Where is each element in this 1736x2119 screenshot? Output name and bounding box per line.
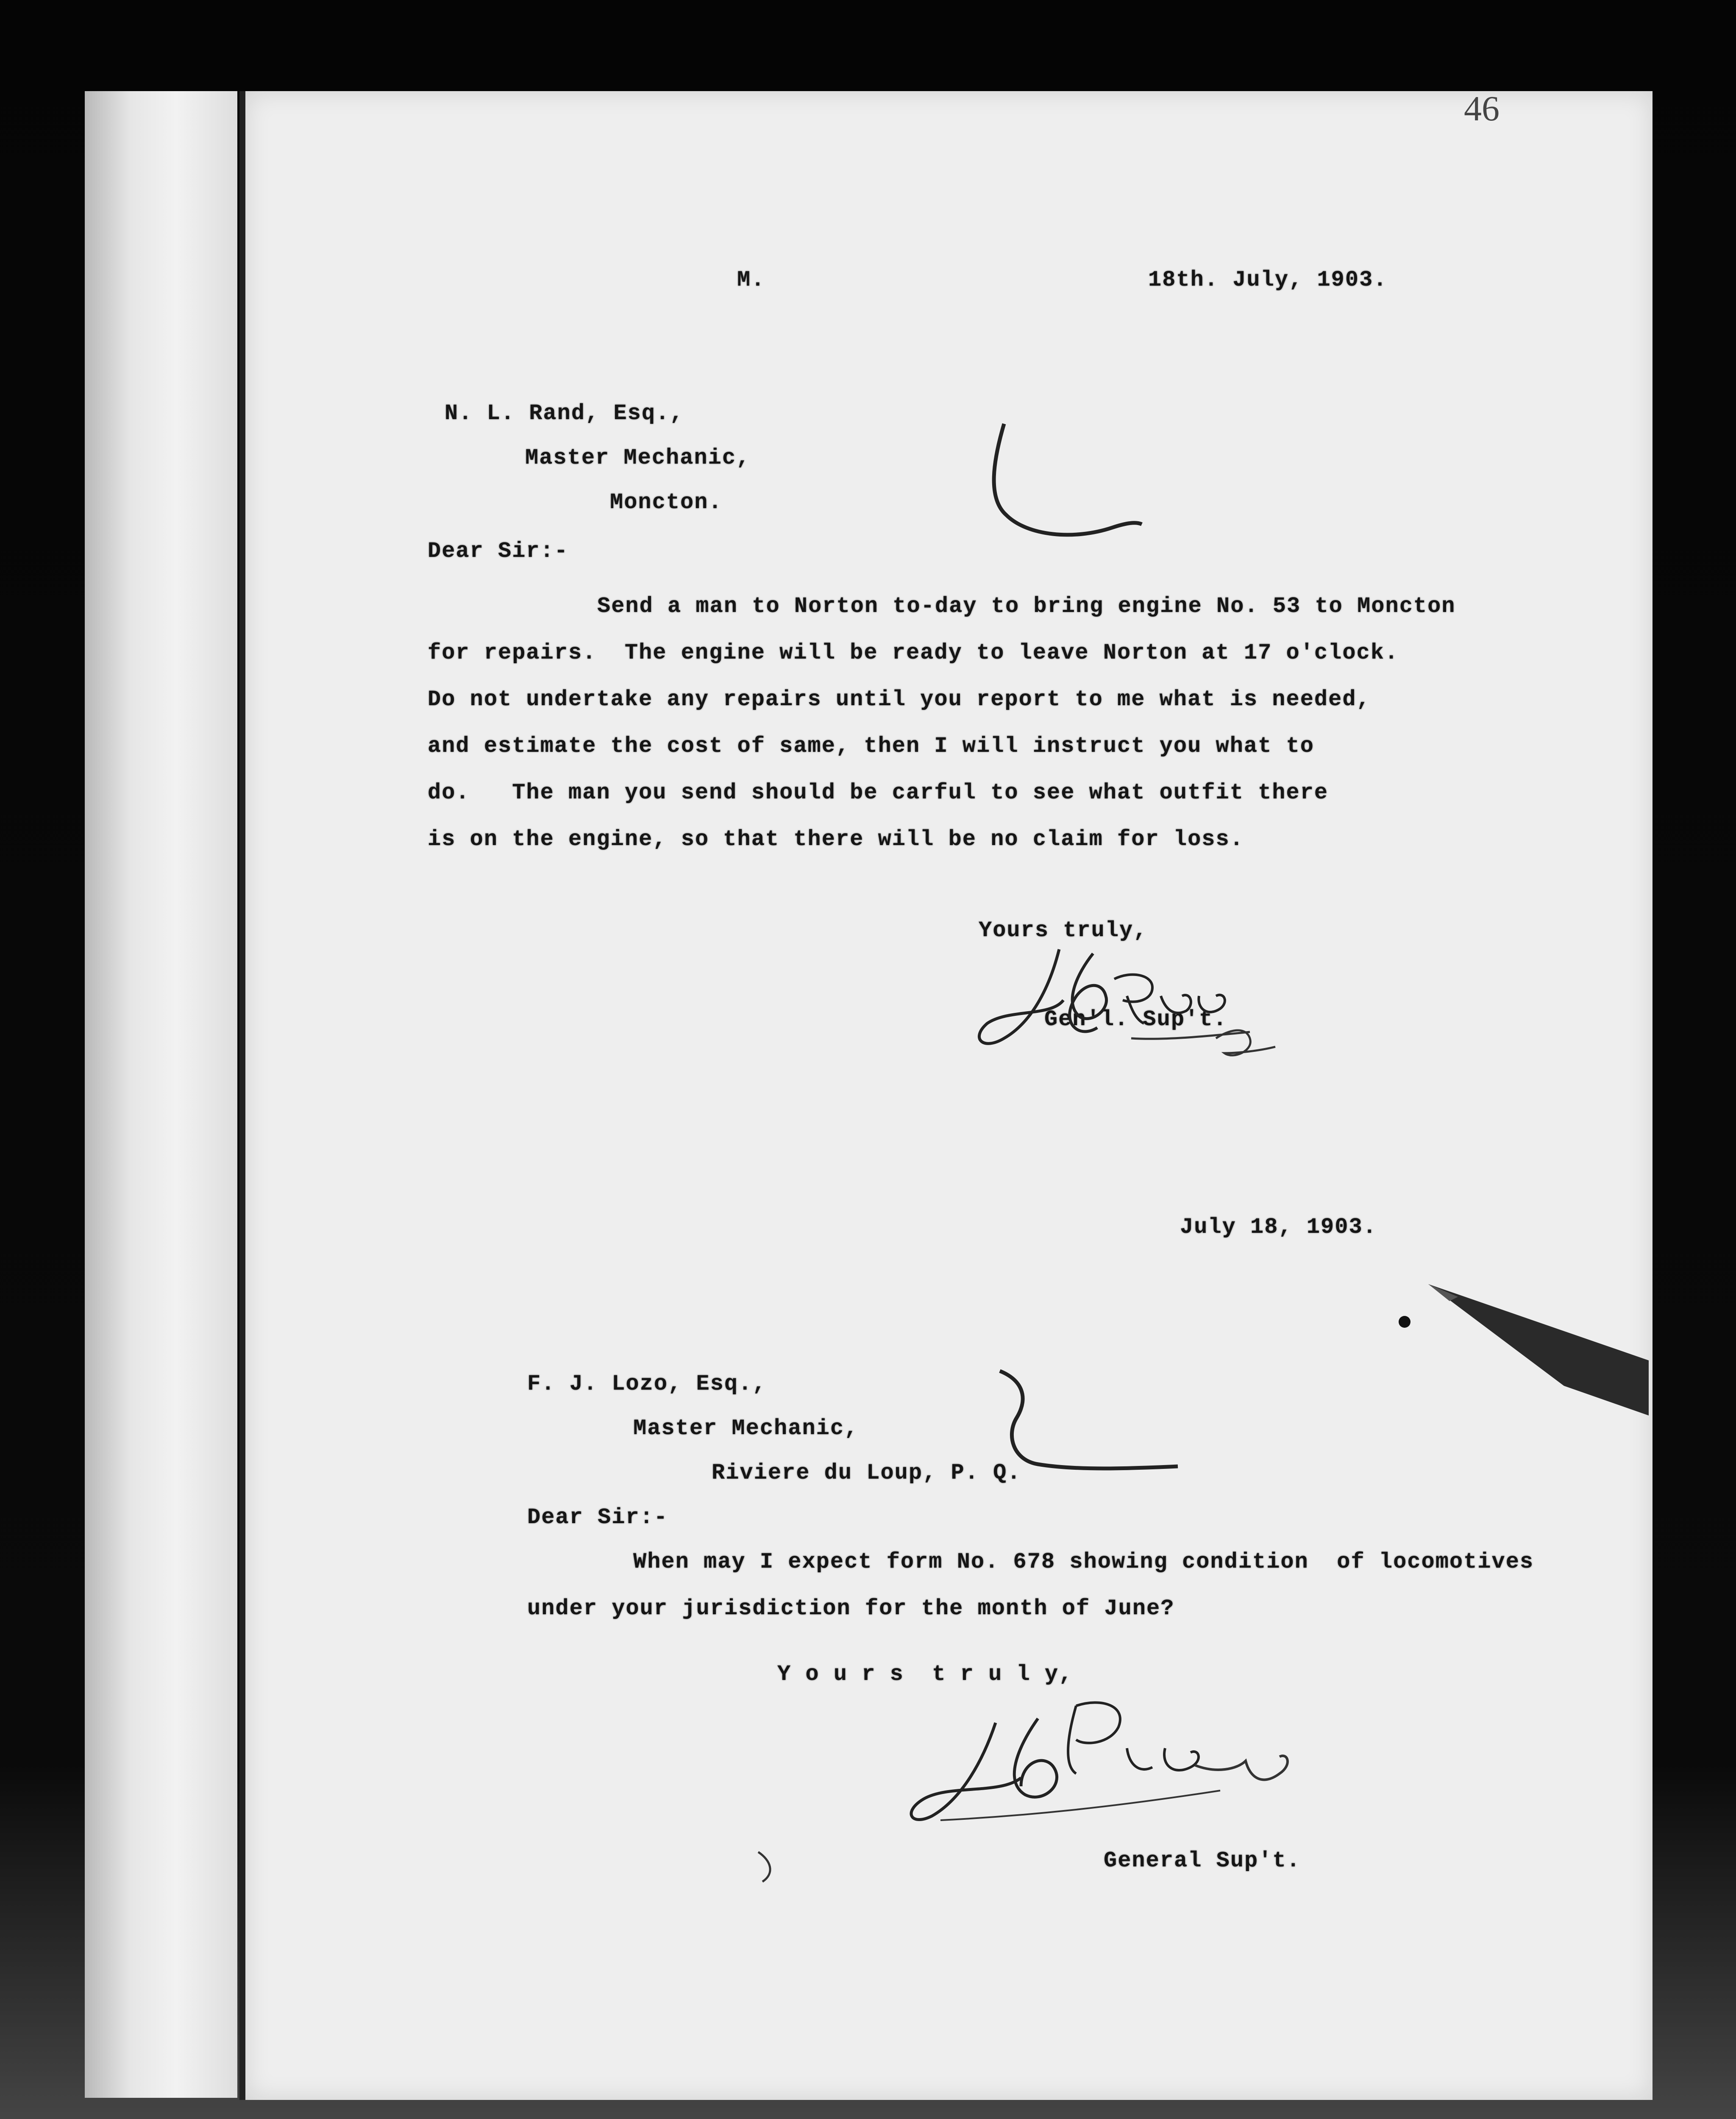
- letter1-body-line: Send a man to Norton to-day to bring engine No. 53 to Moncton: [597, 594, 1456, 619]
- letter2-signature-image: [898, 1689, 1322, 1841]
- letter1-salutation: Dear Sir:-: [428, 539, 569, 564]
- check-mark: [989, 413, 1159, 574]
- letter2-recipient-name: F. J. Lozo, Esq.,: [527, 1371, 767, 1396]
- letter1-recipient-place: Moncton.: [610, 490, 723, 515]
- letter1-body-line: for repairs. The engine will be ready to leave Norton at 17 o'clock.: [428, 640, 1399, 665]
- letter2-closing: Y o u r s t r u l y,: [777, 1662, 1073, 1687]
- letter1-signature-image: [953, 932, 1292, 1072]
- letterbook-page: [239, 91, 1653, 2100]
- letter2-body-line: When may I expect form No. 678 showing condition of locomotives: [633, 1549, 1534, 1574]
- letter1-body-line: Do not undertake any repairs until you report to me what is needed,: [428, 687, 1371, 712]
- letter1-closing: Yours truly,: [979, 918, 1148, 943]
- letter1-initial: M.: [737, 267, 765, 292]
- check-mark: [991, 1363, 1186, 1490]
- page-number: 46: [1464, 89, 1500, 128]
- pen-pointer: [1428, 1284, 1657, 1420]
- letter1-body-line: and estimate the cost of same, then I will instruct you what to: [428, 734, 1314, 759]
- pencil-mark: [754, 1848, 784, 1886]
- letter1-signer-title: Gen'l. Sup't.: [1044, 1007, 1227, 1032]
- ink-dot: [1399, 1316, 1410, 1328]
- letter1-body-line: do. The man you send should be carful to see what outfit there: [428, 780, 1329, 805]
- letter1-body-line: is on the engine, so that there will be no claim for loss.: [428, 827, 1244, 852]
- letter2-recipient-title: Master Mechanic,: [633, 1416, 859, 1441]
- letter1-date: 18th. July, 1903.: [1148, 267, 1388, 292]
- letter2-body-line: under your jurisdiction for the month of June?: [527, 1596, 1175, 1621]
- letter2-salutation: Dear Sir:-: [527, 1505, 668, 1530]
- letter2-signer-title: General Sup't.: [1104, 1848, 1301, 1873]
- letter2-recipient-place: Riviere du Loup, P. Q.: [712, 1460, 1021, 1485]
- letter2-date: July 18, 1903.: [1180, 1215, 1377, 1240]
- letter1-recipient-title: Master Mechanic,: [525, 445, 751, 470]
- letter1-recipient-name: N. L. Rand, Esq.,: [445, 401, 684, 426]
- left-page-edge: [85, 91, 237, 2098]
